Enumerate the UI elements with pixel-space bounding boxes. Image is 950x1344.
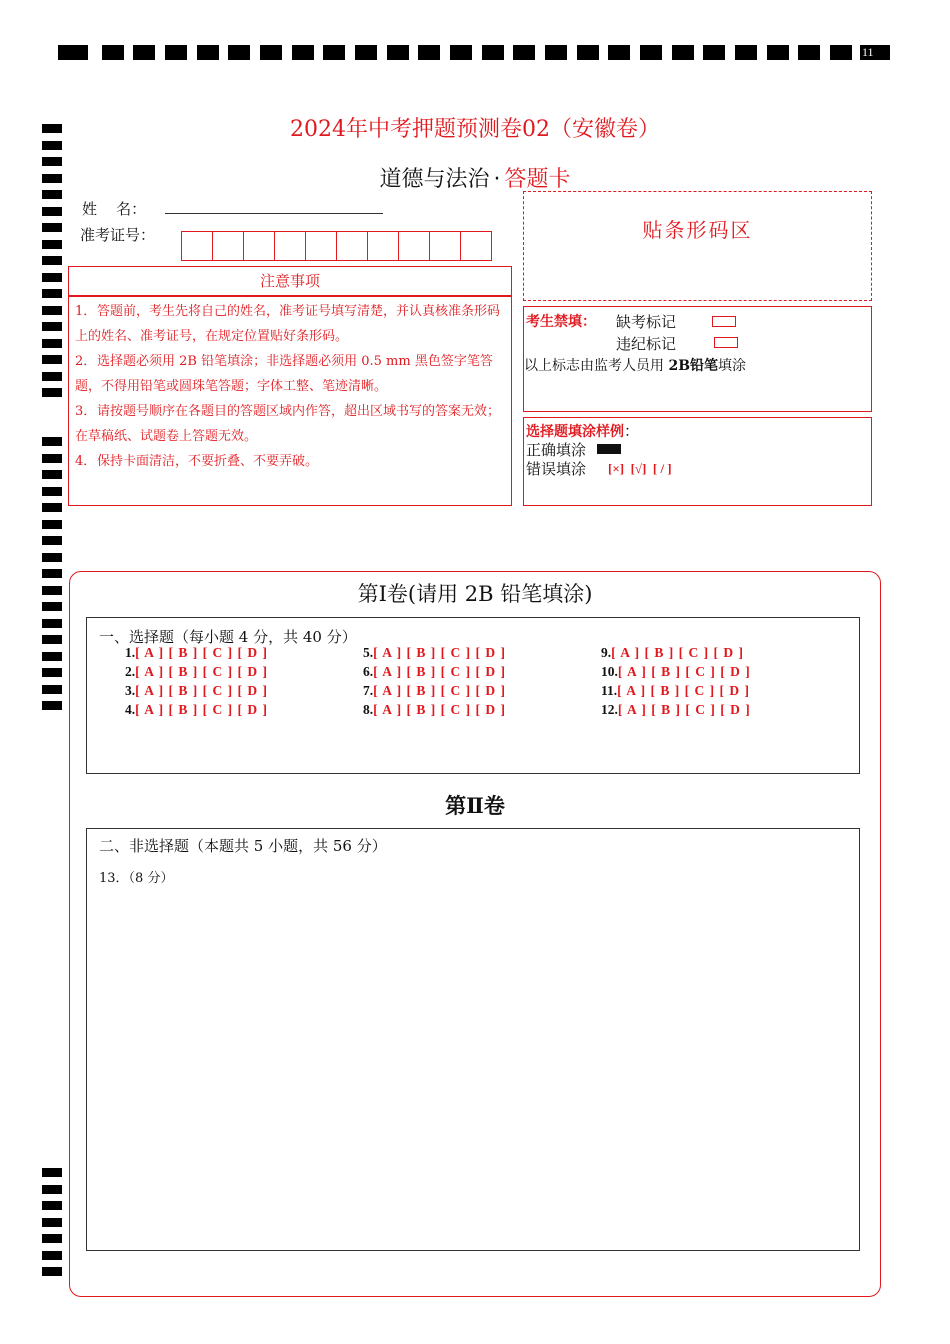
mc-question-10[interactable]: [601, 664, 751, 680]
timing-mark: [42, 685, 62, 694]
timing-mark: [42, 372, 62, 381]
timing-mark: [545, 45, 567, 60]
exam-number-cell[interactable]: [429, 231, 461, 261]
timing-mark: [42, 470, 62, 479]
mc-question-number: 10.: [601, 664, 618, 679]
exam-number-cell[interactable]: [336, 231, 368, 261]
timing-mark: [387, 45, 409, 60]
exam-title: 2024年中考押题预测卷02（安徽卷）: [290, 117, 660, 142]
mc-question-number: 11.: [601, 683, 618, 698]
timing-mark: [482, 45, 504, 60]
mc-question-number: 8.: [363, 702, 374, 717]
mc-options[interactable]: [ A ] [ B ] [ C ] [ D ]: [373, 683, 506, 698]
name-label: 姓 名：: [82, 200, 147, 218]
exam-number-cell[interactable]: [305, 231, 337, 261]
barcode-label: 贴条形码区: [642, 218, 753, 242]
mc-options[interactable]: [ A ] [ B ] [ C ] [ D ]: [611, 645, 744, 660]
timing-mark: [42, 256, 62, 265]
mc-question-number: 4.: [125, 702, 136, 717]
non-multiple-choice-box[interactable]: [86, 828, 860, 1251]
mc-question-number: 12.: [601, 702, 618, 717]
exam-number-cell[interactable]: [243, 231, 275, 261]
timing-mark: [42, 355, 62, 364]
timing-mark: [577, 45, 599, 60]
timing-mark: [735, 45, 757, 60]
timing-mark: [42, 586, 62, 595]
exam-number-cell[interactable]: [460, 231, 492, 261]
timing-mark: [42, 503, 62, 512]
timing-mark: [42, 322, 62, 331]
timing-mark: [42, 454, 62, 463]
mc-question-6[interactable]: [363, 664, 506, 680]
timing-mark: [450, 45, 472, 60]
timing-mark: [42, 273, 62, 282]
mc-options[interactable]: [ A ] [ B ] [ C ] [ D ]: [135, 702, 268, 717]
timing-mark: [42, 602, 62, 611]
timing-mark: [260, 45, 282, 60]
timing-mark: [42, 289, 62, 298]
exam-number-cell[interactable]: [367, 231, 399, 261]
timing-mark: [42, 437, 62, 446]
timing-mark: [42, 668, 62, 677]
mc-question-number: 2.: [125, 664, 136, 679]
exam-number-cell[interactable]: [398, 231, 430, 261]
exam-number-cell[interactable]: [212, 231, 244, 261]
mc-question-number: 9.: [601, 645, 612, 660]
mc-options[interactable]: [ A ] [ B ] [ C ] [ D ]: [135, 645, 268, 660]
violation-mark-label: 违纪标记: [616, 335, 677, 353]
answer-section: [69, 571, 881, 1297]
notice-item: 3．请按题号顺序在各题目的答题区域内作答，超出区域书写的答案无效；在草稿纸、试题卷上答题无效。: [75, 404, 501, 444]
timing-mark: [42, 553, 62, 562]
timing-mark: [672, 45, 694, 60]
fill-sample-box: [523, 417, 872, 506]
timing-mark: [418, 45, 440, 60]
notice-item: 1．答题前，考生先将自己的姓名，准考证号填写清楚，并认真核准条形码上的姓名、准考证号，在规定位置贴好条形码。: [75, 304, 501, 344]
timing-mark: [830, 45, 852, 60]
correct-fill-sample: [597, 444, 621, 454]
absent-mark-box[interactable]: [712, 316, 736, 327]
wrong-fill-samples: [×] [√] [ / ]: [608, 461, 672, 476]
mc-question-number: 5.: [363, 645, 374, 660]
mc-question-5[interactable]: [363, 645, 506, 661]
part2-title: 第Ⅱ卷: [445, 793, 505, 818]
barcode-area: [523, 191, 872, 301]
timing-mark: [640, 45, 662, 60]
timing-mark: [165, 45, 187, 60]
violation-mark-box[interactable]: [714, 337, 738, 348]
timing-mark: [42, 652, 62, 661]
timing-mark: [42, 1218, 62, 1227]
absent-mark-label: 缺考标记: [616, 313, 677, 331]
timing-mark: [767, 45, 789, 60]
left-timing-marks-middle: [42, 437, 62, 717]
notice-item: 4．保持卡面清洁，不要折叠、不要弄破。: [75, 454, 319, 469]
notice-item: 2．选择题必须用 2B 铅笔填涂；非选择题必须用 0.5 mm 黑色签字笔答题，不得用铅笔或圆珠笔答题；字体工整、笔迹清晰。: [75, 354, 493, 394]
mc-question-number: 6.: [363, 664, 374, 679]
exam-number-cell[interactable]: [274, 231, 306, 261]
timing-mark: [513, 45, 535, 60]
non-mc-header: 二、非选择题（本题共 5 小题，共 56 分）: [99, 837, 387, 855]
timing-mark: [42, 1168, 62, 1177]
mc-options[interactable]: [ A ] [ B ] [ C ] [ D ]: [135, 683, 268, 698]
timing-mark: [798, 45, 820, 60]
exam-number-boxes[interactable]: [181, 231, 499, 261]
top-timing-marks: [58, 45, 890, 60]
timing-mark: [703, 45, 725, 60]
timing-mark: [42, 240, 62, 249]
answer-card-label: 答题卡: [504, 167, 571, 192]
timing-mark: [42, 207, 62, 216]
timing-mark: [42, 635, 62, 644]
mc-options[interactable]: [ A ] [ B ] [ C ] [ D ]: [373, 645, 506, 660]
timing-mark: [42, 487, 62, 496]
timing-mark: [608, 45, 630, 60]
mc-question-8[interactable]: [363, 702, 506, 718]
timing-mark: [102, 45, 124, 60]
mc-question-2[interactable]: [125, 664, 268, 680]
multiple-choice-box: [86, 617, 860, 774]
mc-options[interactable]: [ A ] [ B ] [ C ] [ D ]: [617, 683, 750, 698]
forbid-note: 以上标志由监考人员用 2B铅笔填涂: [524, 358, 747, 374]
timing-mark: [42, 306, 62, 315]
timing-mark: [197, 45, 219, 60]
timing-mark: [42, 1201, 62, 1210]
timing-mark: [58, 45, 88, 60]
name-field[interactable]: [165, 212, 383, 214]
candidate-forbidden-box: [523, 306, 872, 412]
question-13-label: 13．（8 分）: [99, 871, 174, 886]
notice-header: 注意事项: [68, 266, 512, 296]
mc-options[interactable]: [ A ] [ B ] [ C ] [ D ]: [617, 702, 751, 717]
mc-question-12[interactable]: [601, 702, 751, 718]
sample-header: 选择题填涂样例：: [526, 422, 640, 440]
timing-mark: [42, 701, 62, 710]
timing-mark: [42, 339, 62, 348]
mc-options[interactable]: [ A ] [ B ] [ C ] [ D ]: [617, 664, 751, 679]
timing-mark: [133, 45, 155, 60]
forbid-label: 考生禁填：: [526, 314, 596, 330]
subject-dot: ·: [493, 167, 501, 192]
timing-mark: [42, 223, 62, 232]
timing-mark: [42, 388, 62, 397]
timing-mark: [42, 1234, 62, 1243]
timing-mark: [42, 1251, 62, 1260]
mc-question-11[interactable]: [601, 683, 750, 699]
mc-question-4[interactable]: [125, 702, 268, 718]
timing-mark: [42, 1185, 62, 1194]
timing-mark: [323, 45, 345, 60]
mc-options[interactable]: [ A ] [ B ] [ C ] [ D ]: [373, 702, 506, 717]
mc-options[interactable]: [ A ] [ B ] [ C ] [ D ]: [135, 664, 268, 679]
mc-question-number: 1.: [125, 645, 136, 660]
timing-mark: [42, 520, 62, 529]
subject-title: [0, 162, 950, 193]
exam-number-label: 准考证号：: [80, 226, 156, 244]
timing-mark: [228, 45, 250, 60]
correct-fill-label: 正确填涂: [526, 441, 587, 459]
timing-mark: [42, 569, 62, 578]
notice-box: [68, 296, 512, 506]
mc-question-7[interactable]: [363, 683, 506, 699]
mc-question-3[interactable]: [125, 683, 268, 699]
mc-question-9[interactable]: [601, 645, 744, 661]
mc-question-1[interactable]: [125, 645, 268, 661]
left-timing-marks-lower: [42, 1168, 62, 1276]
timing-mark: [42, 619, 62, 628]
page-number: 11: [860, 45, 890, 60]
part1-title: 第Ⅰ卷(请用 2B 铅笔填涂): [357, 582, 593, 606]
mc-question-number: 7.: [363, 683, 374, 698]
timing-mark: [355, 45, 377, 60]
exam-number-cell[interactable]: [181, 231, 213, 261]
timing-mark: [42, 536, 62, 545]
timing-mark: [292, 45, 314, 60]
mc-header: 一、选择题（每小题 4 分，共 40 分）: [99, 628, 357, 646]
timing-mark: [42, 1267, 62, 1276]
mc-options[interactable]: [ A ] [ B ] [ C ] [ D ]: [373, 664, 506, 679]
subject-name: 道德与法治: [379, 167, 490, 192]
wrong-fill-label: 错误填涂: [526, 460, 587, 478]
mc-question-number: 3.: [125, 683, 136, 698]
